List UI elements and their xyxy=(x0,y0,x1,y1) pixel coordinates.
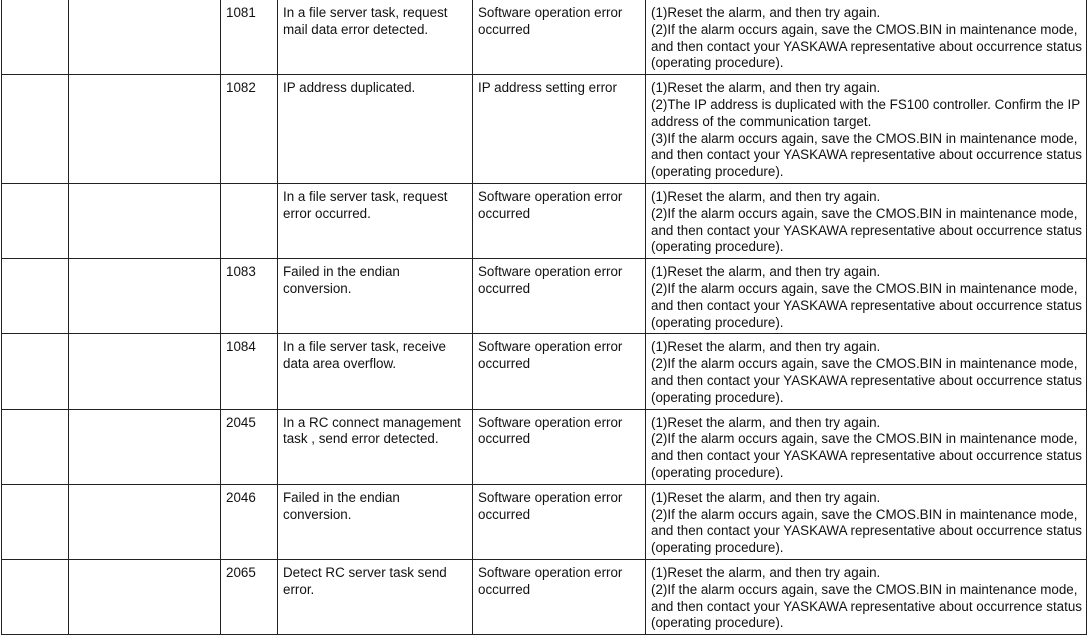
blank-cell xyxy=(2,75,69,184)
remedy-step: (2)If the alarm occurs again, save the CMOS.BIN in maintenance mode, and then contact your YASKAWA representative about occurrence status (operating procedure). xyxy=(651,21,1082,71)
remedy-step: (1)Reset the alarm, and then try again. xyxy=(651,5,881,20)
alarm-code xyxy=(221,183,278,258)
alarm-cause: Software operation error occurred xyxy=(473,183,646,258)
alarm-code: 1082 xyxy=(221,75,278,184)
remedy-step: (2)If the alarm occurs again, save the CMOS.BIN in maintenance mode, and then contact your YASKAWA representative about occurrence status (operating procedure). xyxy=(651,431,1082,480)
alarm-remedy xyxy=(646,484,1087,559)
alarm-table-body xyxy=(2,0,1087,635)
alarm-remedy xyxy=(646,559,1087,634)
blank-cell xyxy=(69,409,221,484)
alarm-row xyxy=(2,484,1087,559)
remedy-step: (2)If the alarm occurs again, save the CMOS.BIN in maintenance mode, and then contact your YASKAWA representative about occurrence status (operating procedure). xyxy=(651,356,1082,405)
remedy-step: (1)Reset the alarm, and then try again. xyxy=(651,414,881,430)
blank-cell xyxy=(2,0,69,75)
alarm-code: 1083 xyxy=(221,259,278,334)
alarm-row xyxy=(2,0,1087,75)
blank-cell xyxy=(69,0,221,75)
alarm-code: 2046 xyxy=(221,484,278,559)
alarm-row xyxy=(2,75,1087,184)
alarm-remedy xyxy=(646,409,1087,484)
alarm-code: 2045 xyxy=(221,409,278,484)
alarm-description: Failed in the endian conversion. xyxy=(278,484,473,559)
remedy-step: (2)If the alarm occurs again, save the CMOS.BIN in maintenance mode, and then contact your YASKAWA representative about occurrence status (operating procedure). xyxy=(651,581,1082,631)
alarm-table xyxy=(1,0,1087,635)
alarm-code: 1081 xyxy=(221,0,278,75)
alarm-cause: Software operation error occurred xyxy=(473,0,646,75)
alarm-row xyxy=(2,259,1087,334)
remedy-step: (1)Reset the alarm, and then try again. xyxy=(651,188,881,204)
alarm-cause: IP address setting error xyxy=(473,75,646,184)
alarm-cause: Software operation error occurred xyxy=(473,484,646,559)
alarm-description: IP address duplicated. xyxy=(278,75,473,184)
remedy-step: (2)If the alarm occurs again, save the CMOS.BIN in maintenance mode, and then contact your YASKAWA representative about occurrence status (operating procedure). xyxy=(651,205,1082,255)
alarm-remedy xyxy=(646,0,1087,75)
alarm-description: Detect RC server task send error. xyxy=(278,559,473,634)
alarm-description: In a file server task, request error occurred. xyxy=(278,183,473,258)
remedy-step: (1)Reset the alarm, and then try again. xyxy=(651,339,881,355)
alarm-row xyxy=(2,559,1087,634)
remedy-step: (2)If the alarm occurs again, save the CMOS.BIN in maintenance mode, and then contact your YASKAWA representative about occurrence status (operating procedure). xyxy=(651,506,1082,556)
alarm-cause: Software operation error occurred xyxy=(473,409,646,484)
remedy-step: (1)Reset the alarm, and then try again. xyxy=(651,264,881,280)
remedy-step: (2)The IP address is duplicated with the FS100 controller. Confirm the IP address of the communication target. xyxy=(651,96,1080,129)
alarm-description: In a RC connect management task , send error detected. xyxy=(278,409,473,484)
alarm-description: In a file server task, request mail data error detected. xyxy=(278,0,473,75)
alarm-code: 2065 xyxy=(221,559,278,634)
alarm-cause: Software operation error occurred xyxy=(473,259,646,334)
blank-cell xyxy=(69,259,221,334)
blank-cell xyxy=(2,259,69,334)
remedy-step: (1)Reset the alarm, and then try again. xyxy=(651,80,881,96)
remedy-step: (1)Reset the alarm, and then try again. xyxy=(651,489,881,505)
blank-cell xyxy=(2,559,69,634)
blank-cell xyxy=(69,559,221,634)
alarm-description: In a file server task, receive data area overflow. xyxy=(278,334,473,409)
alarm-description: Failed in the endian conversion. xyxy=(278,259,473,334)
alarm-row xyxy=(2,183,1087,258)
blank-cell xyxy=(2,183,69,258)
alarm-cause: Software operation error occurred xyxy=(473,334,646,409)
blank-cell xyxy=(69,484,221,559)
alarm-remedy xyxy=(646,334,1087,409)
alarm-cause: Software operation error occurred xyxy=(473,559,646,634)
blank-cell xyxy=(69,75,221,184)
blank-cell xyxy=(69,334,221,409)
alarm-remedy xyxy=(646,259,1087,334)
remedy-step: (3)If the alarm occurs again, save the CMOS.BIN in maintenance mode, and then contact your YASKAWA representative about occurrence status (operating procedure). xyxy=(651,130,1082,180)
blank-cell xyxy=(2,409,69,484)
alarm-remedy xyxy=(646,75,1087,184)
alarm-row xyxy=(2,409,1087,484)
remedy-step: (2)If the alarm occurs again, save the CMOS.BIN in maintenance mode, and then contact your YASKAWA representative about occurrence status (operating procedure). xyxy=(651,280,1082,330)
blank-cell xyxy=(2,334,69,409)
blank-cell xyxy=(69,183,221,258)
alarm-code: 1084 xyxy=(221,334,278,409)
alarm-row xyxy=(2,334,1087,409)
blank-cell xyxy=(2,484,69,559)
remedy-step: (1)Reset the alarm, and then try again. xyxy=(651,564,881,580)
alarm-remedy xyxy=(646,183,1087,258)
